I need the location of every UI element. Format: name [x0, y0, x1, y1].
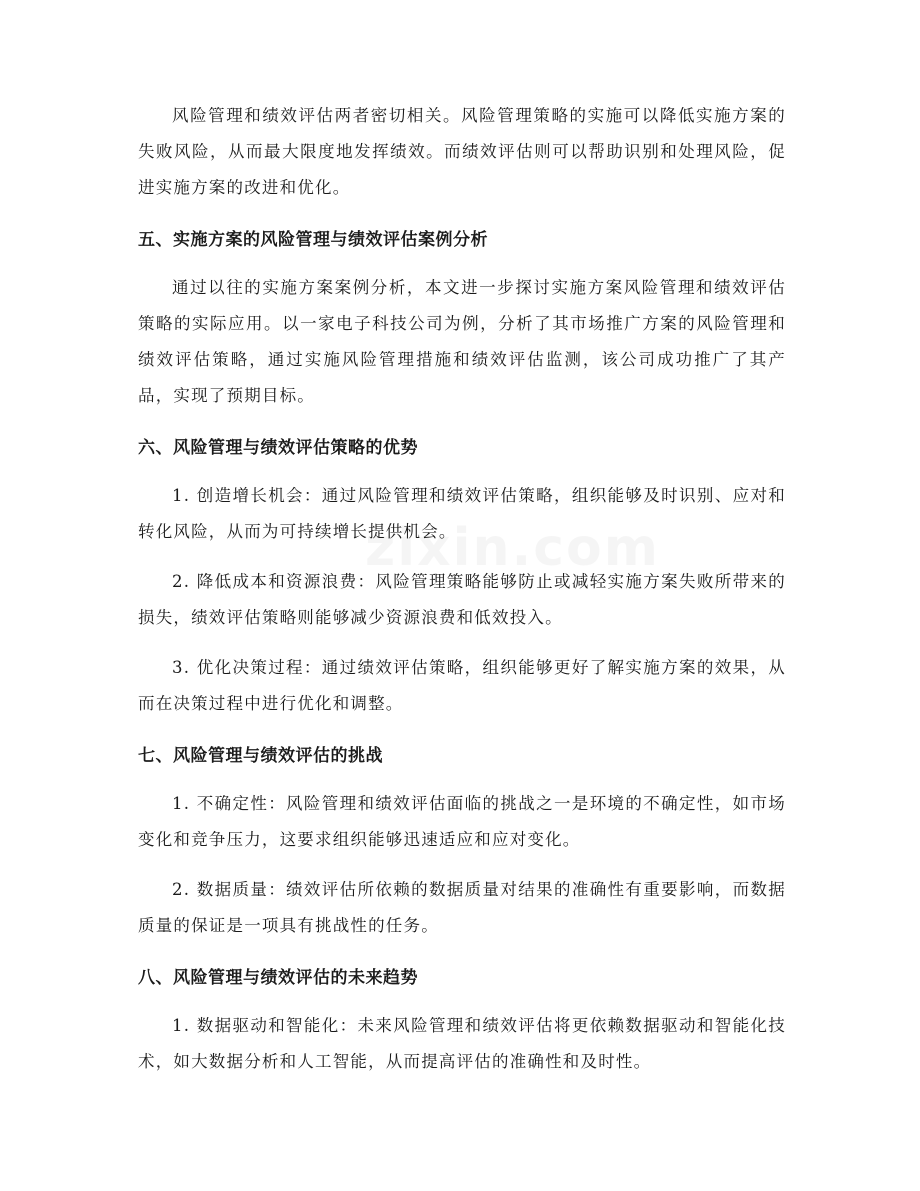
section-6-item-2: 2. 降低成本和资源浪费：风险管理策略能够防止或减轻实施方案失败所带来的损失，绩效评估策略则能够减少资源浪费和低效投入。: [138, 572, 786, 627]
section-6-heading: 六、风险管理与绩效评估策略的优势: [138, 438, 418, 458]
section-6-item-3: 3. 优化决策过程：通过绩效评估策略，组织能够更好了解实施方案的效果，从而在决策过程中进行优化和调整。: [138, 658, 786, 713]
section-7-item-1: 1. 不确定性：风险管理和绩效评估面临的挑战之一是环境的不确定性，如市场变化和竞争压力，这要求组织能够迅速适应和应对变化。: [138, 794, 786, 849]
section-8-heading: 八、风险管理与绩效评估的未来趋势: [138, 968, 418, 988]
section-5-heading: 五、实施方案的风险管理与绩效评估案例分析: [138, 230, 488, 250]
intro-paragraph: 风险管理和绩效评估两者密切相关。风险管理策略的实施可以降低实施方案的失败风险，从而最大限度地发挥绩效。而绩效评估则可以帮助识别和处理风险，促进实施方案的改进和优化。: [138, 106, 786, 197]
document-page: [138, 98, 786, 1080]
section-8-item-1: 1. 数据驱动和智能化：未来风险管理和绩效评估将更依赖数据驱动和智能化技术，如大数据分析和人工智能，从而提高评估的准确性和及时性。: [138, 1016, 786, 1071]
section-5-paragraph: 通过以往的实施方案案例分析，本文进一步探讨实施方案风险管理和绩效评估策略的实际应用。以一家电子科技公司为例，分析了其市场推广方案的风险管理和绩效评估策略，通过实施风险管理措施和绩效评估监测，该公司成功推广了其产品，实现了预期目标。: [138, 278, 786, 405]
section-6-item-1: 1. 创造增长机会：通过风险管理和绩效评估策略，组织能够及时识别、应对和转化风险，从而为可持续增长提供机会。: [138, 486, 786, 541]
section-7-item-2: 2. 数据质量：绩效评估所依赖的数据质量对结果的准确性有重要影响，而数据质量的保证是一项具有挑战性的任务。: [138, 880, 786, 935]
section-7-heading: 七、风险管理与绩效评估的挑战: [138, 746, 383, 766]
